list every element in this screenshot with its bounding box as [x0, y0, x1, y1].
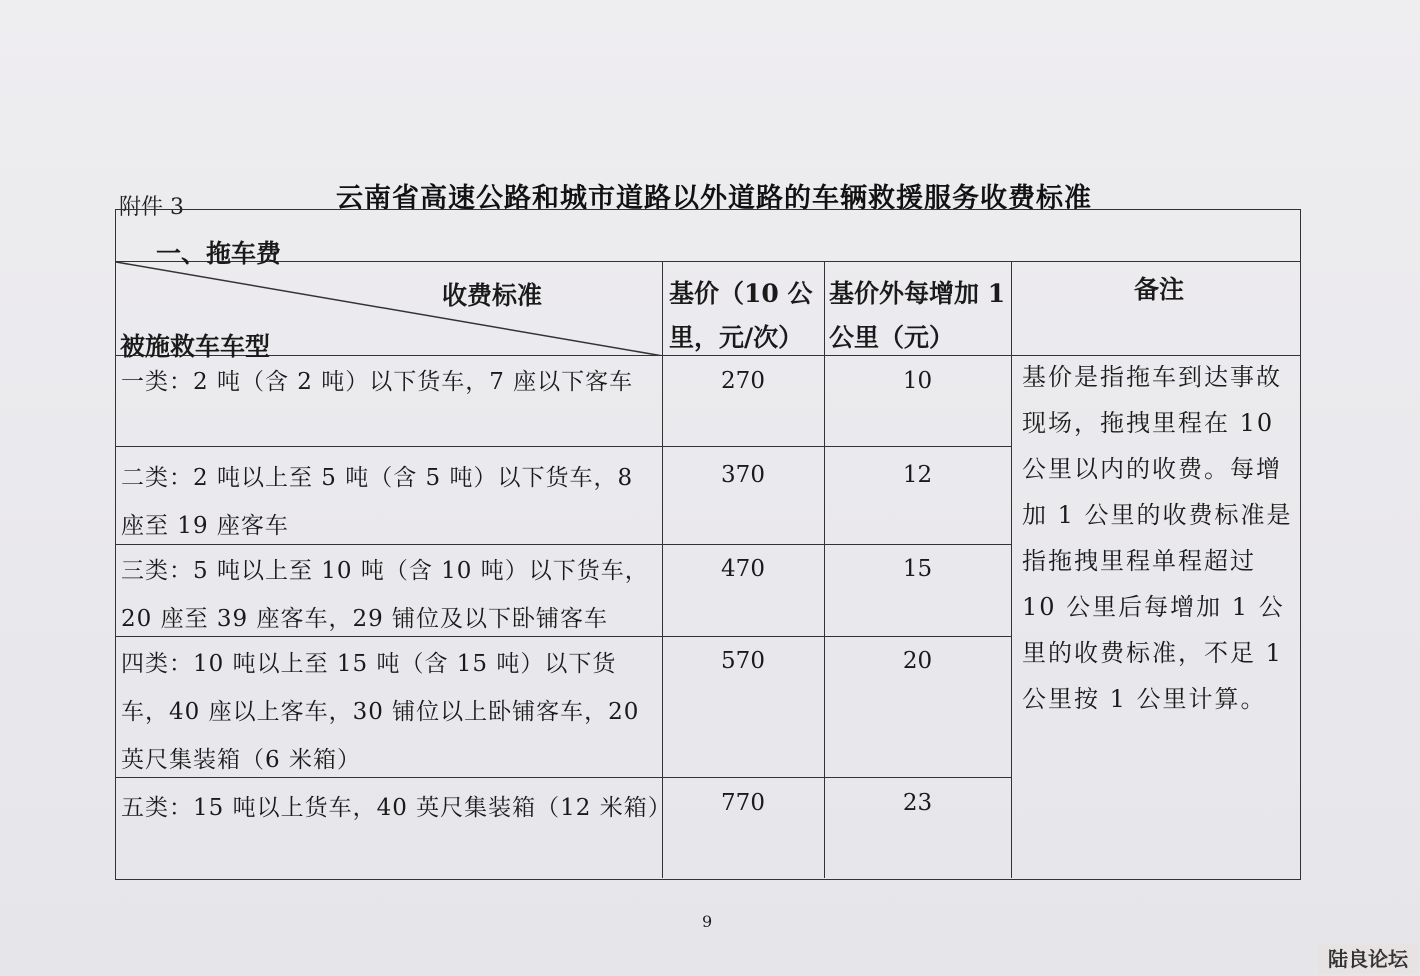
row-2-extra: 12 [902, 462, 933, 488]
row-2-type: 二类：2 吨以上至 5 吨（含 5 吨）以下货车，8 座至 19 座客车 [121, 465, 634, 539]
row-2-base: 370 [721, 462, 765, 488]
row-1-extra: 10 [902, 368, 933, 394]
row-3-extra: 15 [902, 556, 933, 582]
header-base-price: 基价（10 公里，元/次） [669, 279, 813, 352]
row-4-base: 570 [721, 648, 765, 674]
fee-table [115, 209, 1301, 880]
header-vehicle-type: 被施救车车型 [120, 332, 271, 361]
row-4-extra: 20 [902, 648, 933, 674]
header-extra-per-km: 基价外每增加 1 公里（元） [829, 279, 1006, 352]
header-fee-standard: 收费标准 [442, 281, 543, 310]
row-1-base: 270 [721, 368, 765, 394]
row-5-base: 770 [721, 790, 765, 816]
note-text: 基价是指拖车到达事故现场，拖拽里程在 10 公里以内的收费。每增加 1 公里的收费标准是指拖拽里程单程超过 10 公里后每增加 1 公里的收费标准，不足 1 公里按 1 公里计算。 [1022, 363, 1293, 713]
forum-watermark: 陆良论坛 [1318, 944, 1418, 974]
row-5-type: 五类：15 吨以上货车，40 英尺集装箱（12 米箱） [121, 795, 672, 821]
section-row [116, 210, 1300, 268]
row-3-base: 470 [721, 556, 765, 582]
row-5-extra: 23 [902, 790, 933, 816]
page-number: 9 [702, 912, 713, 931]
row-1-type: 一类：2 吨（含 2 吨）以下货车，7 座以下客车 [121, 369, 634, 395]
section-title: 一、拖车费 [156, 239, 282, 268]
attachment-label: 附件 3 [119, 195, 184, 220]
header-note: 备注 [1133, 275, 1184, 304]
row-3-type: 三类：5 吨以上至 10 吨（含 10 吨）以下货车，20 座至 39 座客车，29 铺位及以下卧铺客车 [121, 558, 649, 632]
document-title: 云南省高速公路和城市道路以外道路的车辆救援服务收费标准 [336, 183, 1092, 214]
row-4-type: 四类：10 吨以上至 15 吨（含 15 吨）以下货车，40 座以上客车，30 铺位以上卧铺客车，20 英尺集装箱（6 米箱） [121, 651, 640, 773]
row-divider [116, 446, 1011, 447]
